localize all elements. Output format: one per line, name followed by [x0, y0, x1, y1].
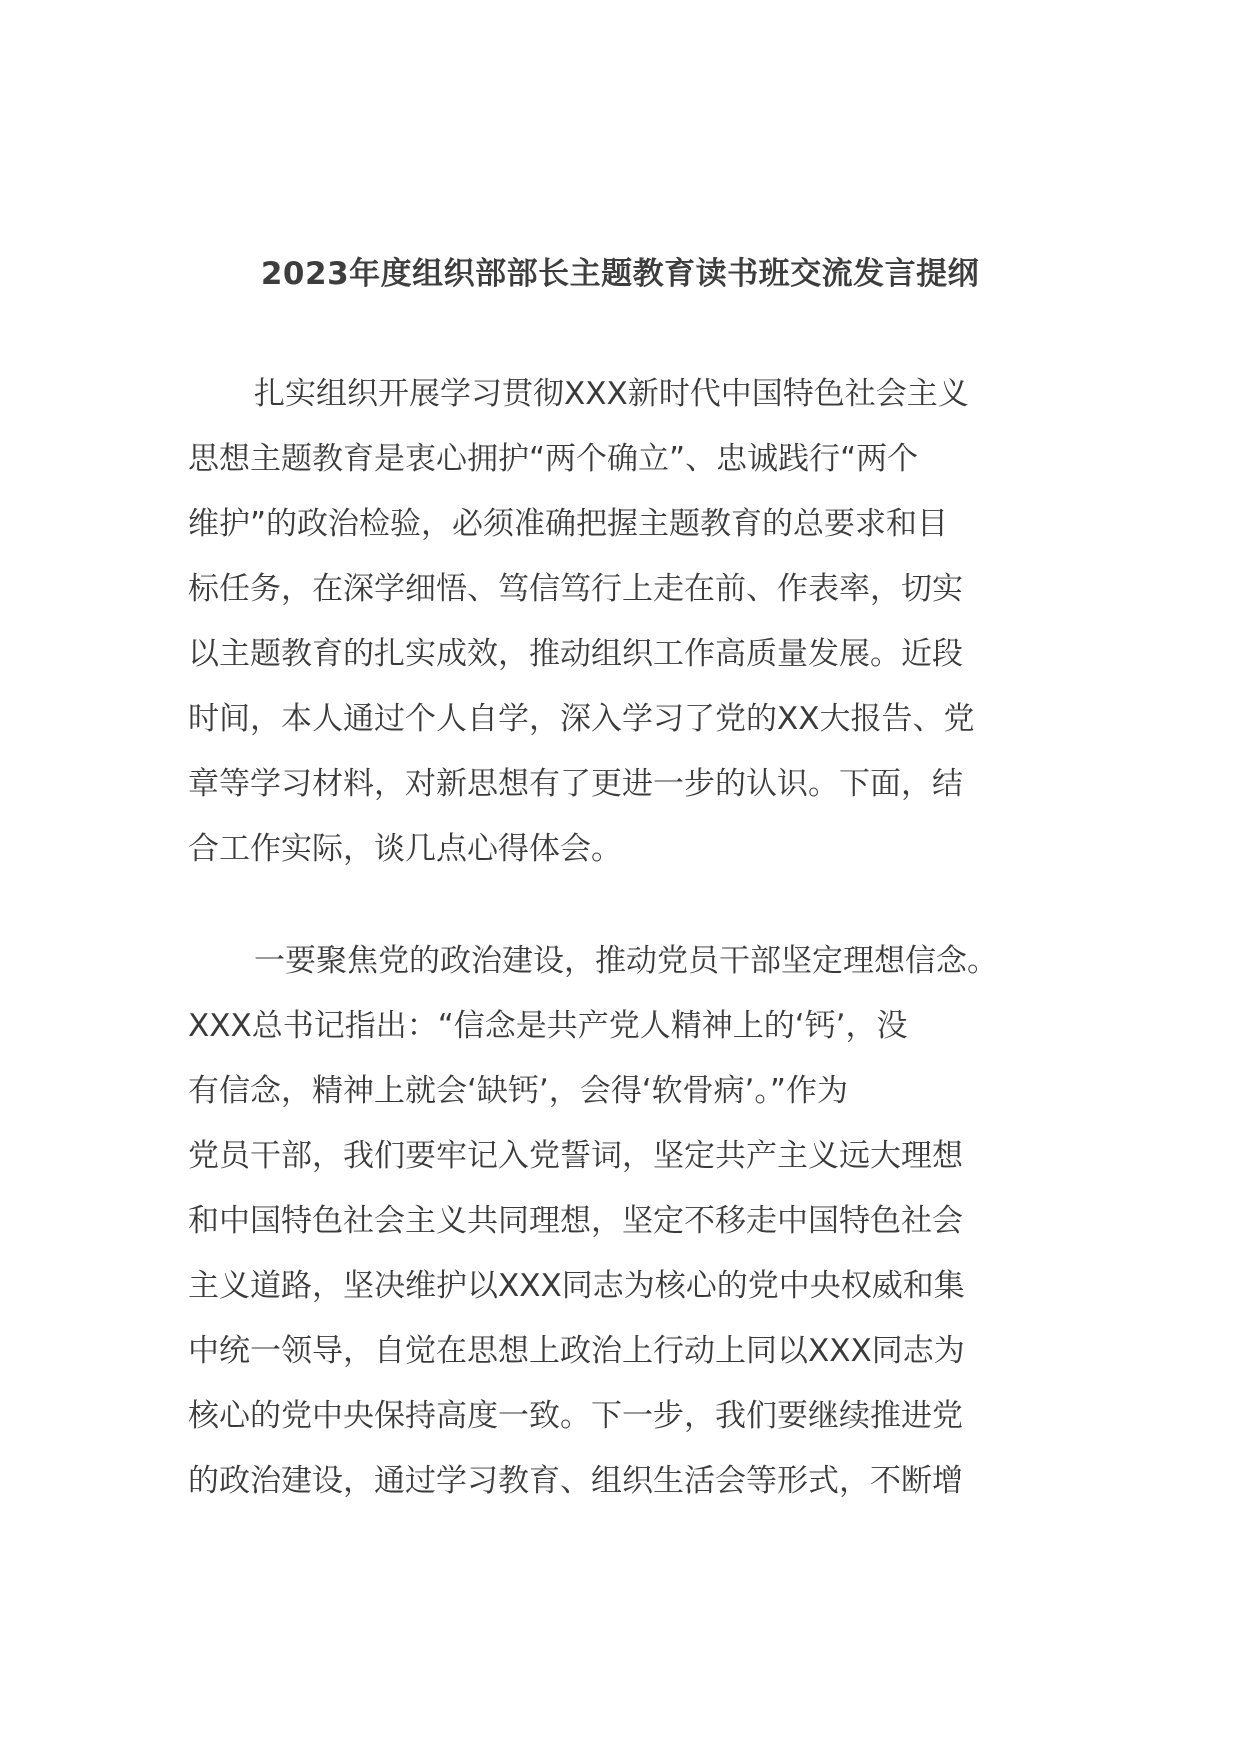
paragraph-line: XXX总书记指出：“信念是共产党人精神上的‘钙’，没 — [188, 1008, 908, 1044]
paragraph-line: 中统一领导，自觉在思想上政治上行动上同以XXX同志为 — [188, 1333, 965, 1369]
paragraph-line: 核心的党中央保持高度一致。下一步，我们要继续推进党 — [188, 1398, 963, 1434]
paragraph-line: 的政治建设，通过学习教育、组织生活会等形式，不断增 — [188, 1463, 963, 1499]
paragraph-line: 以主题教育的扎实成效，推动组织工作高质量发展。近段 — [188, 636, 963, 672]
paragraph-line: 思想主题教育是衷心拥护“两个确立”、忠诚践行“两个 — [188, 441, 919, 477]
paragraph-line: 维护”的政治检验，必须准确把握主题教育的总要求和目 — [188, 506, 949, 542]
paragraph-line: 章等学习材料，对新思想有了更进一步的认识。下面，结 — [188, 766, 963, 802]
paragraph-line: 有信念，精神上就会‘缺钙’，会得‘软骨病’。”作为 — [188, 1073, 848, 1109]
paragraph-line: 合工作实际，谈几点心得体会。 — [188, 831, 622, 867]
paragraph-point-one — [188, 929, 1068, 1514]
paragraph-line: 时间，本人通过个人自学，深入学习了党的XX大报告、党 — [188, 701, 975, 737]
paragraph-line: 扎实组织开展学习贯彻XXX新时代中国特色社会主义 — [254, 376, 969, 412]
document-title: 2023年度组织部部长主题教育读书班交流发言提纲 — [260, 256, 980, 292]
paragraph-line: 一要聚焦党的政治建设，推动党员干部坚定理想信念。 — [254, 943, 998, 979]
paragraph-line: 主义道路，坚决维护以XXX同志为核心的党中央权威和集 — [188, 1268, 965, 1304]
paragraph-line: 标任务，在深学细悟、笃信笃行上走在前、作表率，切实 — [188, 571, 963, 607]
paragraph-line: 党员干部，我们要牢记入党誓词，坚定共产主义远大理想 — [188, 1138, 963, 1174]
paragraph-line: 和中国特色社会主义共同理想，坚定不移走中国特色社会 — [188, 1203, 963, 1239]
paragraph-intro — [188, 362, 1068, 882]
